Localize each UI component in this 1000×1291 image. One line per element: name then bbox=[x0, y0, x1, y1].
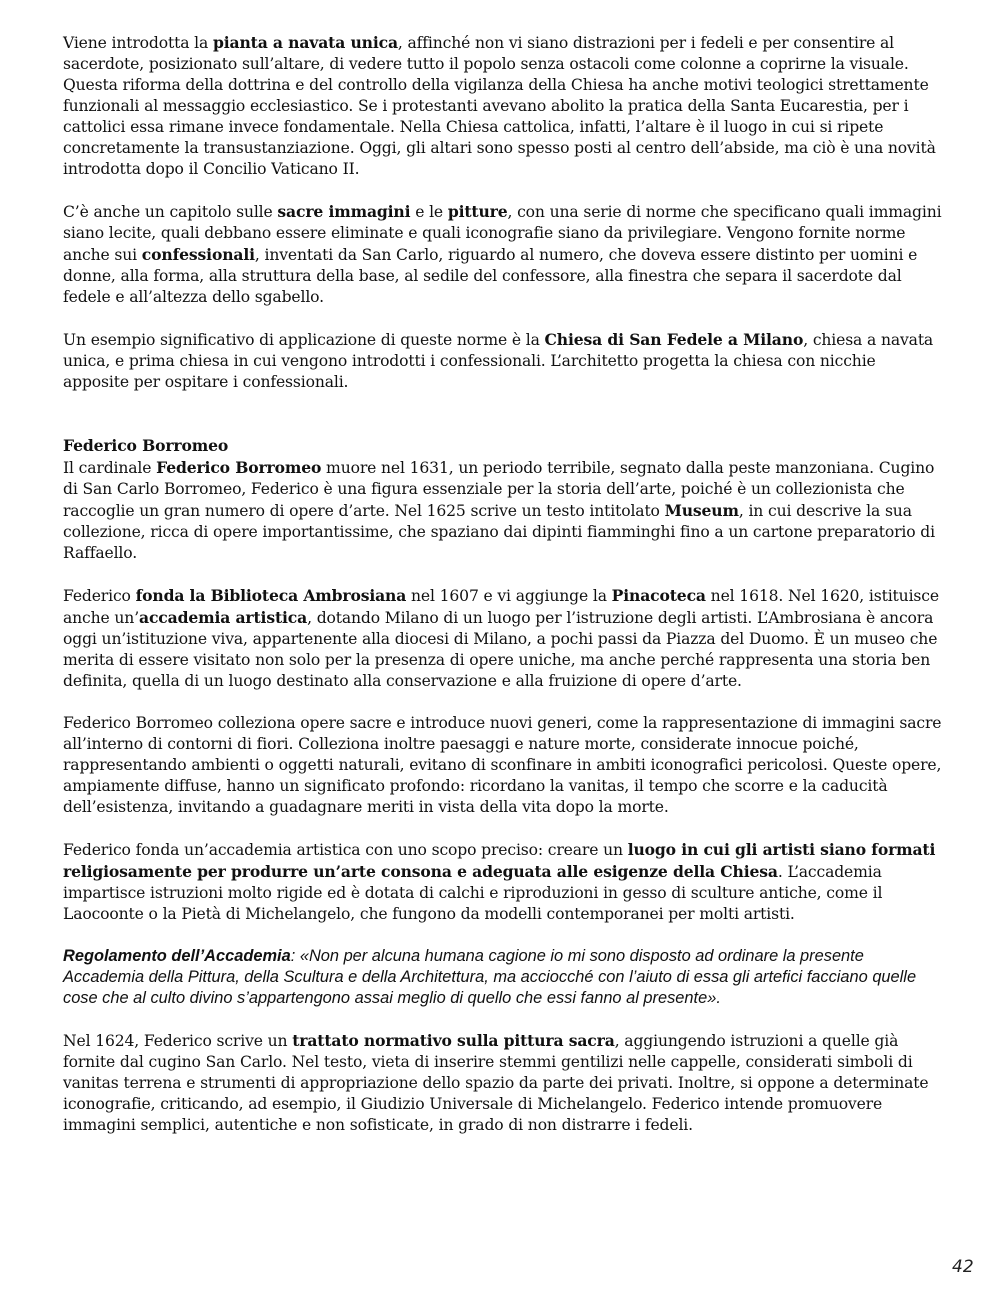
quote-text: : «Non per alcuna humana cagione io mi sono disposto ad ordinare la presente Accademia della Pittura, della Scultura e della Architettura, ma acciocché con l’aiuto di essa gli artefici facciano quelle cose che al culto divino s’appartengono assai meglio di quello che essi fanno al presente». bbox=[63, 947, 917, 1007]
paragraph-ambrosiana: Federico fonda la Biblioteca Ambrosiana nel 1607 e vi aggiunge la Pinacoteca nel 1618. Nel 1620, istituisce anche un’accademia artistica, dotando Milano di un luogo per l’istruzione degli artisti. L’Ambrosiana è ancora oggi un’istituzione viva, appartenente alla diocesi di Milano, a pochi passi da Piazza del Duomo. È un museo che merita di essere visitato non solo per la presenza di opere uniche, ma anche perché rappresenta una storia ben definita, quella di un luogo destinato alla conservazione e alla fruizione di opere d’arte. bbox=[63, 586, 939, 690]
bold-term: sacre immagini bbox=[277, 202, 411, 221]
bold-term: Museum bbox=[664, 501, 739, 520]
bold-term: Pinacoteca bbox=[611, 586, 706, 605]
bold-term: luogo in cui gli artisti siano formati religiosamente per produrre un’arte consona e adeguata alle esigenze della Chiesa bbox=[63, 840, 936, 881]
bold-term: pianta a navata unica bbox=[212, 33, 398, 52]
section-heading: Federico Borromeo bbox=[63, 436, 229, 455]
paragraph-san-fedele: Un esempio significativo di applicazione di queste norme è la Chiesa di San Fedele a Milano, chiesa a navata unica, e prima chiesa in cui vengono introdotti i confessionali. L’architetto progetta la chiesa con nicchie apposite per ospitare i confessionali. bbox=[63, 330, 934, 391]
bold-term: accademia artistica bbox=[139, 608, 308, 627]
paragraph-collezione: Federico Borromeo colleziona opere sacre e introduce nuovi generi, come la rappresentazione di immagini sacre all’interno di contorni di fiori. Colleziona inoltre paesaggi e nature morte, considerate innocue poiché, rappresentando ambienti o oggetti naturali, evitano di sconfinare in ambiti iconografici pericolosi. Queste opere, ampiamente diffuse, hanno un significato profondo: ricordano la vanitas, il tempo che scorre e la caducità dell’esistenza, invitando a guadagnare meriti in vista della vita dopo la morte. bbox=[63, 714, 942, 816]
bold-term: pitture bbox=[447, 202, 508, 221]
paragraph-sacre-immagini: C’è anche un capitolo sulle sacre immagini e le pitture, con una serie di norme che specificano quali immagini siano lecite, quali debbano essere eliminate e quali iconografie siano da privilegiare. Vengono fornite norme anche sui confessionali, inventati da San Carlo, riguardo al numero, che doveva essere distinto per uomini e donne, alla forma, alla struttura della base, al sedile del confessore, alla finestra che separa il sacerdote dal fedele e all’altezza dello sgabello. bbox=[63, 202, 942, 306]
bold-term: confessionali bbox=[141, 245, 255, 264]
page-number: 42 bbox=[952, 1257, 974, 1277]
regolamento-quote bbox=[63, 946, 943, 1009]
quote-label: Regolamento dell’Accademia bbox=[63, 947, 291, 965]
paragraph-trattato: Nel 1624, Federico scrive un trattato normativo sulla pittura sacra, aggiungendo istruzioni a quelle già fornite dal cugino San Carlo. Nel testo, vieta di inserire stemmi gentilizi nelle cappelle, considerati simboli di vanitas terrena e strumenti di appropriazione dello spazio da parte dei privati. Inoltre, si oppone a determinate iconografie, criticando, ad esempio, il Giudizio Universale di Michelangelo. Federico intende promuovere immagini semplici, autentiche e non sofisticate, in grado di non distrarre i fedeli. bbox=[63, 1031, 929, 1134]
bold-term: fonda la Biblioteca Ambrosiana bbox=[135, 586, 407, 605]
document-page bbox=[63, 32, 943, 1136]
paragraph-navata-unica: Viene introdotta la pianta a navata unica, affinché non vi siano distrazioni per i fedeli e per consentire al sacerdote, posizionato sull’altare, di vedere tutto il popolo senza ostacoli come colonne a coprirne la visuale. Questa riforma della dottrina e del controllo della vigilanza della Chiesa ha anche motivi teologici strettamente funzionali al messaggio ecclesiastico. Se i protestanti avevano abolito la pratica della Santa Eucarestia, per i cattolici essa rimane invece fondamentale. Nella Chiesa cattolica, infatti, l’altare è il luogo in cui si ripete concretamente la transustanziazione. Oggi, gli altari sono spesso posti al centro dell’abside, ma ciò è una novità introdotta dopo il Concilio Vaticano II. bbox=[63, 33, 936, 178]
bold-term: trattato normativo sulla pittura sacra bbox=[292, 1031, 615, 1050]
bold-term: Federico Borromeo bbox=[156, 458, 322, 477]
paragraph-cardinale: Il cardinale Federico Borromeo muore nel 1631, un periodo terribile, segnato dalla peste manzoniana. Cugino di San Carlo Borromeo, Federico è una figura essenziale per la storia dell’arte, poiché è un collezionista che raccoglie un gran numero di opere d’arte. Nel 1625 scrive un testo intitolato Museum, in cui descrive la sua collezione, ricca di opere importantissime, che spaziano dai dipinti fiamminghi fino a un cartone preparatorio di Raffaello. bbox=[63, 458, 935, 562]
bold-term: Chiesa di San Fedele a Milano bbox=[544, 330, 804, 349]
paragraph-accademia: Federico fonda un’accademia artistica con uno scopo preciso: creare un luogo in cui gli artisti siano formati religiosamente per produrre un’arte consona e adeguata alle esigenze della Chiesa. L’accademia impartisce istruzioni molto rigide ed è dotata di calchi e riproduzioni in gesso di sculture antiche, come il Laocoonte o la Pietà di Michelangelo, che fungono da modelli contemporanei per molti artisti. bbox=[63, 840, 936, 923]
